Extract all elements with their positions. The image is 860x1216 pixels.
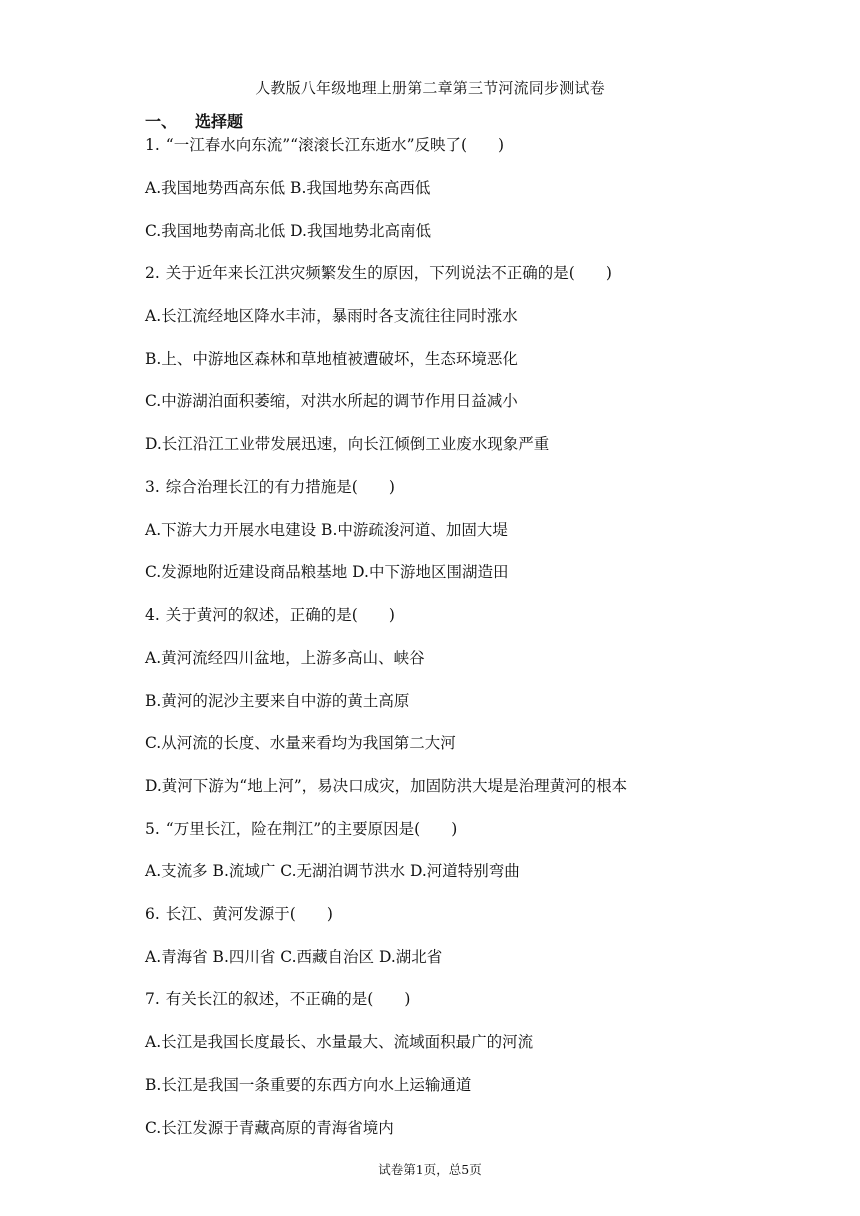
option-line: A.下游大力开展水电建设 B.中游疏浚河道、加固大堤 <box>145 521 508 539</box>
section-heading <box>145 111 243 133</box>
question-number: 4. <box>145 606 160 624</box>
question-stem <box>145 261 745 285</box>
section-number: 一、 <box>145 112 178 131</box>
question-stem <box>145 987 745 1011</box>
question-number: 7. <box>145 990 160 1008</box>
option-line: A.青海省 B.四川省 C.西藏自治区 D.湖北省 <box>145 948 443 966</box>
option-line: A.长江流经地区降水丰沛，暴雨时各支流往往同时涨水 <box>145 307 518 325</box>
question-text: “一江春水向东流”“滚滚长江东逝水”反映了( ) <box>165 136 505 154</box>
question-number: 1. <box>145 136 160 154</box>
option-line: C.发源地附近建设商品粮基地 D.中下游地区围湖造田 <box>145 563 509 581</box>
option-line: A.黄河流经四川盆地，上游多高山、峡谷 <box>145 649 425 667</box>
question-stem <box>145 603 745 627</box>
question-number: 2. <box>145 264 160 282</box>
option-line: C.长江发源于青藏高原的青海省境内 <box>145 1119 394 1137</box>
page-footer: 试卷第1页，总5页 <box>378 1162 482 1177</box>
page-title: 人教版八年级地理上册第二章第三节河流同步测试卷 <box>255 79 605 97</box>
question-text: 关于近年来长江洪灾频繁发生的原因，下列说法不正确的是( ) <box>165 264 612 282</box>
question-text: 关于黄河的叙述，正确的是( ) <box>165 606 395 624</box>
question-text: 综合治理长江的有力措施是( ) <box>165 478 395 496</box>
option-line: B.上、中游地区森林和草地植被遭破坏，生态环境恶化 <box>145 350 518 368</box>
section-title: 选择题 <box>195 112 244 131</box>
option-line: B.黄河的泥沙主要来自中游的黄土高原 <box>145 692 410 710</box>
question-number: 5. <box>145 820 160 838</box>
question-text: 有关长江的叙述，不正确的是( ) <box>165 990 411 1008</box>
question-text: “万里长江，险在荆江”的主要原因是( ) <box>165 820 458 838</box>
question-stem <box>145 817 745 841</box>
option-line: C.从河流的长度、水量来看均为我国第二大河 <box>145 734 456 752</box>
option-line: C.我国地势南高北低 D.我国地势北高南低 <box>145 222 431 240</box>
question-stem <box>145 475 745 499</box>
option-line: D.长江沿江工业带发展迅速，向长江倾倒工业废水现象严重 <box>145 435 550 453</box>
option-line: A.我国地势西高东低 B.我国地势东高西低 <box>145 179 431 197</box>
question-text: 长江、黄河发源于( ) <box>165 905 333 923</box>
question-stem <box>145 902 745 926</box>
option-line: A.长江是我国长度最长、水量最大、流域面积最广的河流 <box>145 1033 534 1051</box>
option-line: B.长江是我国一条重要的东西方向水上运输通道 <box>145 1076 472 1094</box>
option-line: A.支流多 B.流域广 C.无湖泊调节洪水 D.河道特别弯曲 <box>145 862 520 880</box>
option-line: C.中游湖泊面积萎缩，对洪水所起的调节作用日益减小 <box>145 392 518 410</box>
question-number: 6. <box>145 905 160 923</box>
question-stem <box>145 133 745 157</box>
option-line: D.黄河下游为“地上河”，易决口成灾，加固防洪大堤是治理黄河的根本 <box>145 777 628 795</box>
question-number: 3. <box>145 478 160 496</box>
